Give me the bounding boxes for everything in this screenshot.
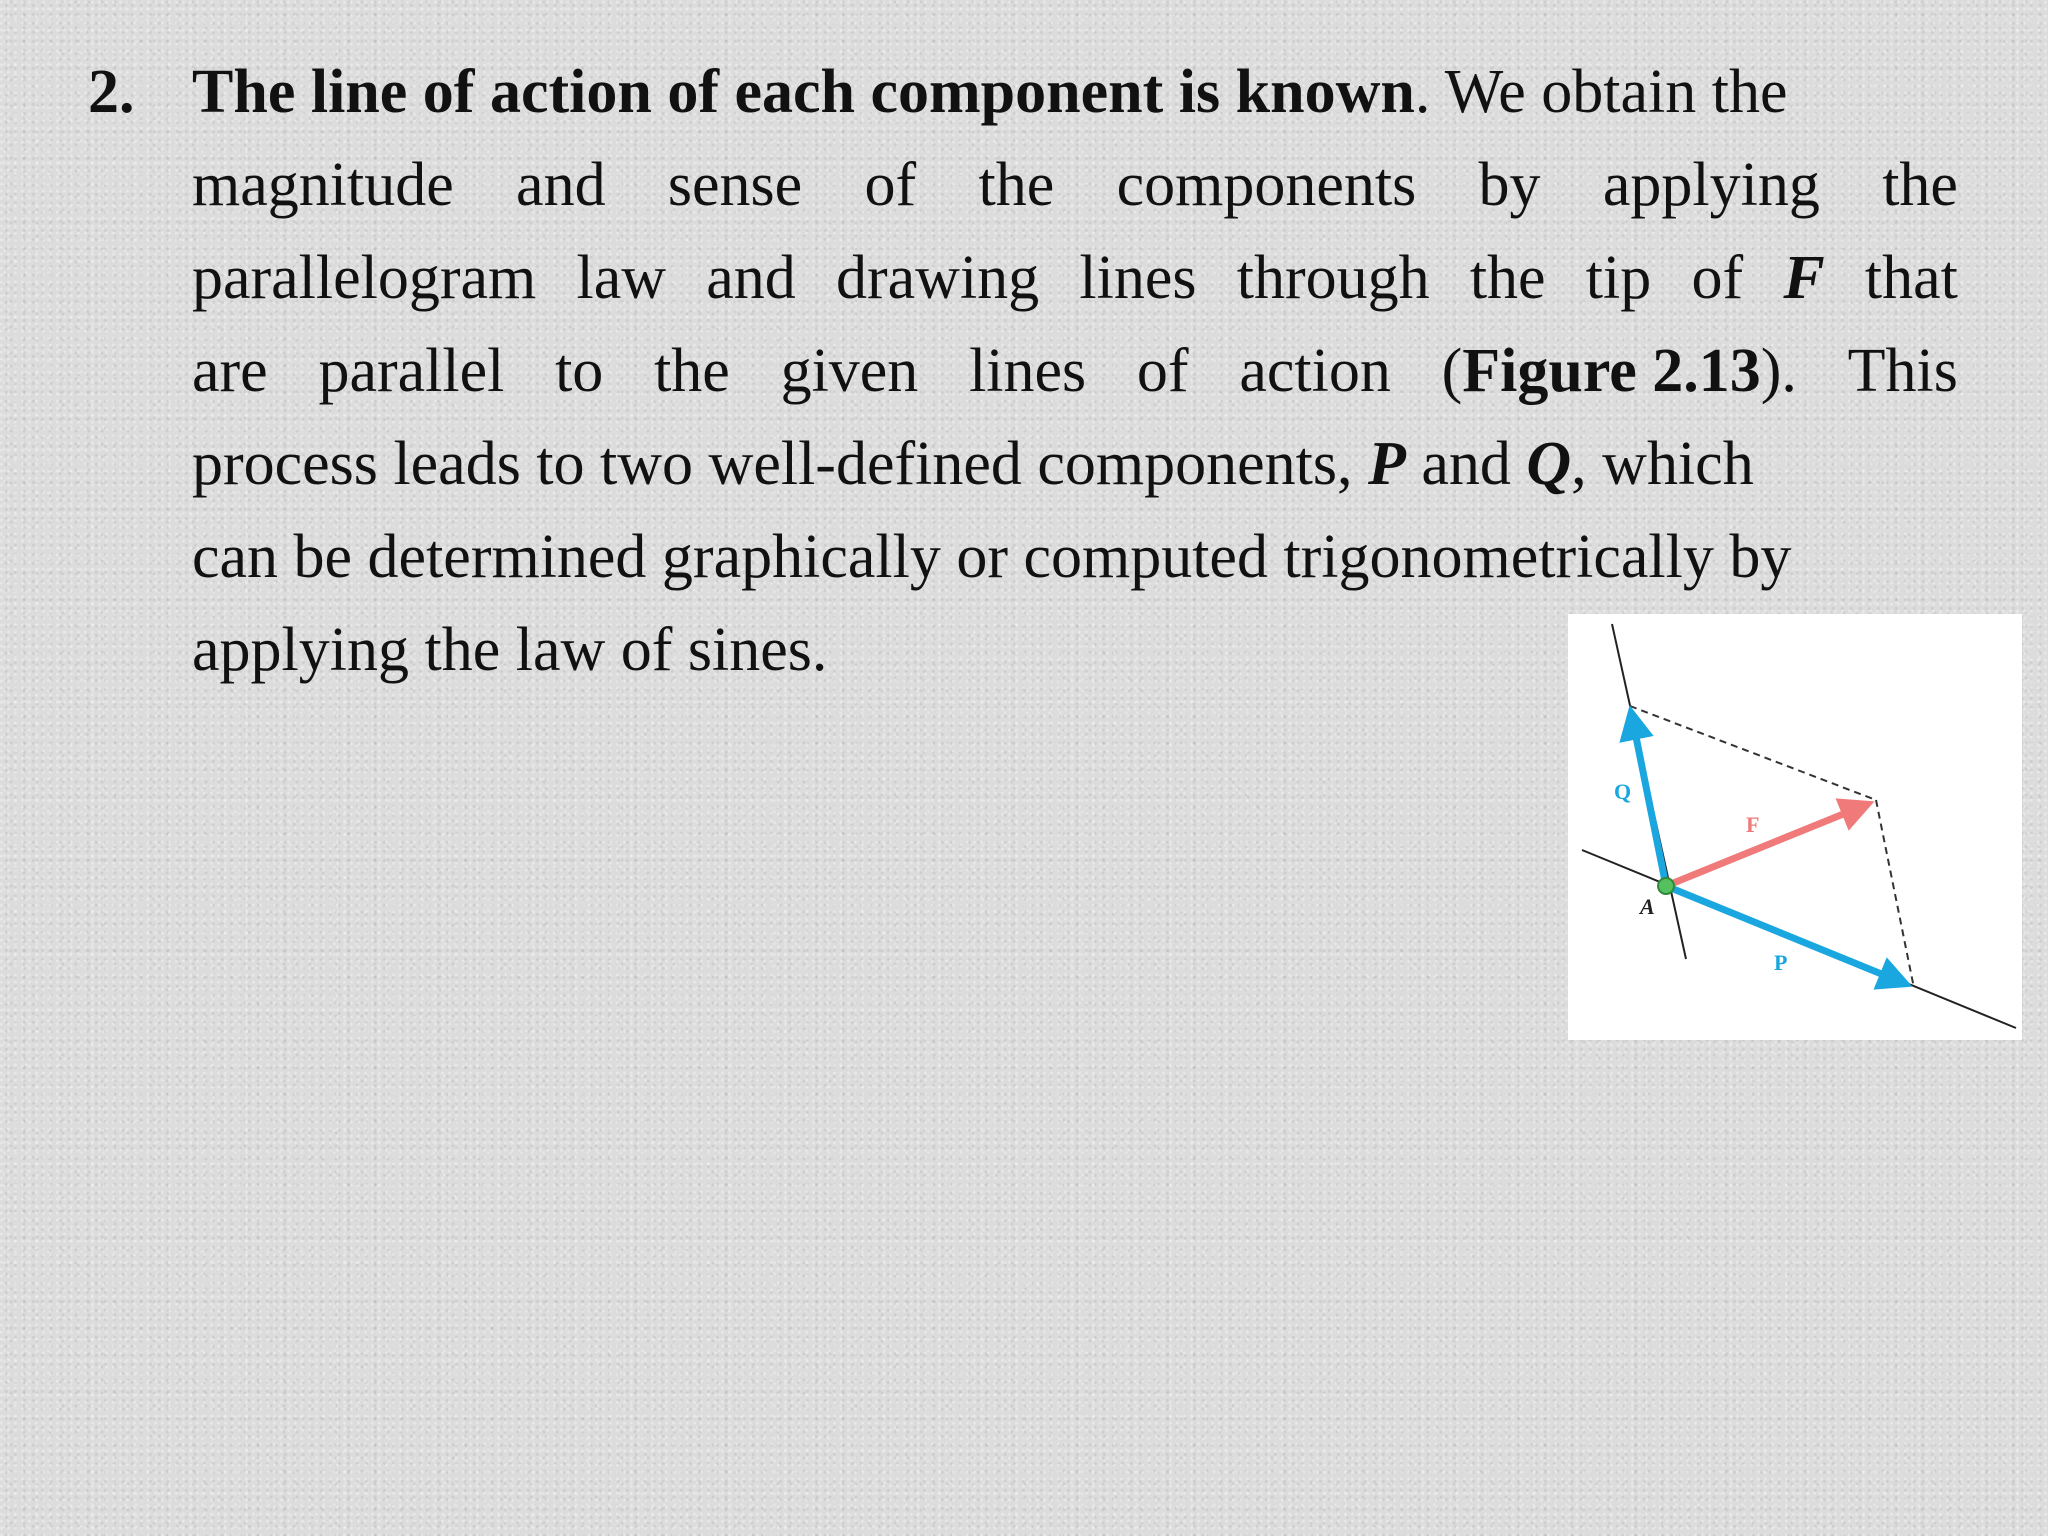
- word: through: [1236, 244, 1430, 312]
- label-q: Q: [1614, 779, 1632, 804]
- text-line-7: applying the law of sines.: [192, 616, 828, 684]
- word: components: [1116, 151, 1417, 219]
- text-line-3: [192, 232, 1958, 325]
- word: parallel: [318, 337, 505, 405]
- word: are: [192, 337, 268, 405]
- word: applying: [1602, 151, 1820, 219]
- word: and: [516, 151, 606, 219]
- vector-Q: Q: [1526, 430, 1572, 498]
- word: the: [654, 337, 730, 405]
- word: sense: [667, 151, 803, 219]
- label-p: P: [1774, 950, 1788, 975]
- paren-open: (: [1441, 337, 1463, 405]
- word: of: [864, 151, 917, 219]
- word: of: [1691, 244, 1744, 312]
- word: drawing: [836, 244, 1040, 312]
- text-line-1: [192, 46, 1958, 139]
- word: law: [576, 244, 667, 312]
- word: action: [1239, 337, 1391, 405]
- vector-F: F: [1783, 244, 1825, 312]
- word: the: [1882, 151, 1958, 219]
- parallelogram-diagram: [1568, 614, 2022, 1040]
- paren-close: ).: [1760, 337, 1797, 405]
- list-number: 2.: [88, 58, 135, 126]
- word: magnitude: [192, 151, 454, 219]
- word: to: [555, 337, 604, 405]
- point-a: [1658, 878, 1674, 894]
- word: tip: [1585, 244, 1652, 312]
- word: the: [978, 151, 1055, 219]
- text-run: , which: [1571, 430, 1754, 498]
- dashed-parallel-to-q: [1876, 800, 1914, 988]
- text-line-4: [192, 325, 1958, 418]
- word: that: [1864, 244, 1958, 312]
- word: parallelogram: [192, 244, 537, 312]
- vector-P: P: [1367, 430, 1406, 498]
- word: lines: [1079, 244, 1197, 312]
- label-f: F: [1746, 812, 1760, 837]
- bold-heading: The line of action of each component is known: [192, 58, 1415, 126]
- label-a: A: [1640, 894, 1655, 919]
- word: lines: [969, 337, 1087, 405]
- text-line-6: can be determined graphically or computed trigonometrically by: [192, 523, 1792, 591]
- text-line-2: [192, 139, 1958, 232]
- text-run: and: [1421, 430, 1511, 498]
- text-run: process leads to two well-defined components,: [192, 430, 1353, 498]
- word: This: [1847, 337, 1958, 405]
- figure-2-13: [1568, 614, 2022, 1040]
- word: the: [1469, 244, 1546, 312]
- figure-reference: Figure 2.13: [1462, 337, 1761, 405]
- word: and: [706, 244, 796, 312]
- word: given: [780, 337, 919, 405]
- word: by: [1478, 151, 1541, 219]
- line1-rest: . We obtain the: [1414, 58, 1788, 126]
- text-line-5: [192, 418, 1958, 511]
- vector-f-arrow: [1666, 804, 1868, 886]
- paragraph: [192, 46, 1958, 697]
- word: of: [1136, 337, 1189, 405]
- vector-q-arrow: [1631, 712, 1666, 886]
- dashed-parallel-to-p: [1630, 706, 1876, 800]
